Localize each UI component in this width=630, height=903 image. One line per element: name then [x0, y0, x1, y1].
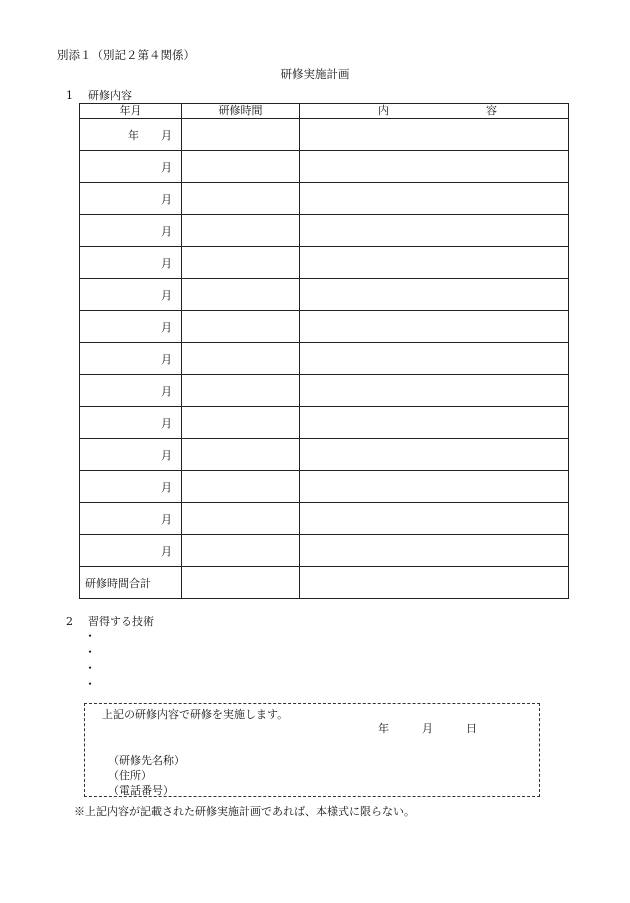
month-row [80, 375, 569, 407]
header-training-hours: 研修時間 [182, 104, 300, 119]
date-year-label: 年 [378, 722, 389, 735]
content-cell[interactable] [300, 343, 569, 375]
hours-cell[interactable] [182, 471, 300, 503]
content-cell[interactable] [300, 535, 569, 567]
section2-number: 2 [66, 615, 73, 628]
training-plan-table [79, 103, 569, 599]
skill-bullet: ・ [84, 645, 97, 659]
content-cell[interactable] [300, 439, 569, 471]
month-cell: 月 [80, 343, 182, 375]
month-row [80, 503, 569, 535]
content-cell[interactable] [300, 375, 569, 407]
month-cell: 月 [80, 535, 182, 567]
content-cell[interactable] [300, 247, 569, 279]
header-content [300, 104, 569, 119]
confirmation-statement: 上記の研修内容で研修を実施します。 [102, 708, 289, 721]
hours-cell[interactable] [182, 215, 300, 247]
hours-cell[interactable] [182, 119, 300, 151]
month-row [80, 471, 569, 503]
month-row [80, 311, 569, 343]
confirmation-box [84, 703, 540, 797]
content-cell[interactable] [300, 471, 569, 503]
month-cell: 月 [80, 375, 182, 407]
date-day-label: 日 [466, 722, 477, 735]
content-cell[interactable] [300, 279, 569, 311]
content-cell[interactable] [300, 215, 569, 247]
month-cell: 月 [80, 279, 182, 311]
hours-cell[interactable] [182, 439, 300, 471]
section2-heading [66, 613, 154, 629]
hours-cell[interactable] [182, 311, 300, 343]
skill-bullet: ・ [84, 677, 97, 691]
org-name-field: （研修先名称） [108, 754, 185, 767]
hours-cell[interactable] [182, 503, 300, 535]
header-content-left: 内 [378, 104, 389, 117]
total-hours-label: 研修時間合計 [80, 567, 182, 599]
month-cell: 月 [80, 471, 182, 503]
month-row [80, 151, 569, 183]
month-cell: 月 [80, 503, 182, 535]
month-cell: 月 [80, 311, 182, 343]
content-cell[interactable] [300, 119, 569, 151]
hours-cell[interactable] [182, 183, 300, 215]
month-cell: 月 [80, 439, 182, 471]
document-title: 研修実施計画 [280, 67, 350, 81]
month-row [80, 119, 569, 151]
confirmation-date [378, 720, 477, 736]
month-row [80, 343, 569, 375]
month-cell: 月 [80, 215, 182, 247]
section1-heading [66, 87, 132, 103]
content-cell[interactable] [300, 183, 569, 215]
month-row [80, 183, 569, 215]
skill-bullet: ・ [84, 661, 97, 675]
content-cell[interactable] [300, 311, 569, 343]
total-row [80, 567, 569, 599]
month-cell: 月 [80, 183, 182, 215]
total-content-cell[interactable] [300, 567, 569, 599]
section2-title: 習得する技術 [88, 615, 154, 628]
table-header-row [80, 104, 569, 119]
hours-cell[interactable] [182, 407, 300, 439]
address-field: （住所） [108, 769, 152, 782]
content-cell[interactable] [300, 503, 569, 535]
hours-cell[interactable] [182, 279, 300, 311]
month-row [80, 247, 569, 279]
section1-number: 1 [66, 89, 73, 102]
header-year-month: 年月 [80, 104, 182, 119]
month-cell: 月 [80, 151, 182, 183]
skill-bullet: ・ [84, 629, 97, 643]
month-cell: 月 [80, 407, 182, 439]
month-row [80, 279, 569, 311]
hours-cell[interactable] [182, 343, 300, 375]
content-cell[interactable] [300, 407, 569, 439]
month-cell: 年 月 [80, 119, 182, 151]
month-row [80, 439, 569, 471]
date-month-label: 月 [422, 722, 433, 735]
total-hours-cell[interactable] [182, 567, 300, 599]
phone-field: （電話番号） [108, 784, 174, 797]
section1-title: 研修内容 [88, 89, 132, 102]
header-content-right: 容 [486, 104, 497, 117]
hours-cell[interactable] [182, 247, 300, 279]
month-cell: 月 [80, 247, 182, 279]
footnote: ※上記内容が記載された研修実施計画であれば、本様式に限らない。 [74, 805, 415, 818]
attachment-label: 別添１（別記２第４関係） [57, 48, 195, 62]
month-row [80, 535, 569, 567]
month-row [80, 215, 569, 247]
hours-cell[interactable] [182, 375, 300, 407]
hours-cell[interactable] [182, 535, 300, 567]
content-cell[interactable] [300, 151, 569, 183]
hours-cell[interactable] [182, 151, 300, 183]
month-row [80, 407, 569, 439]
